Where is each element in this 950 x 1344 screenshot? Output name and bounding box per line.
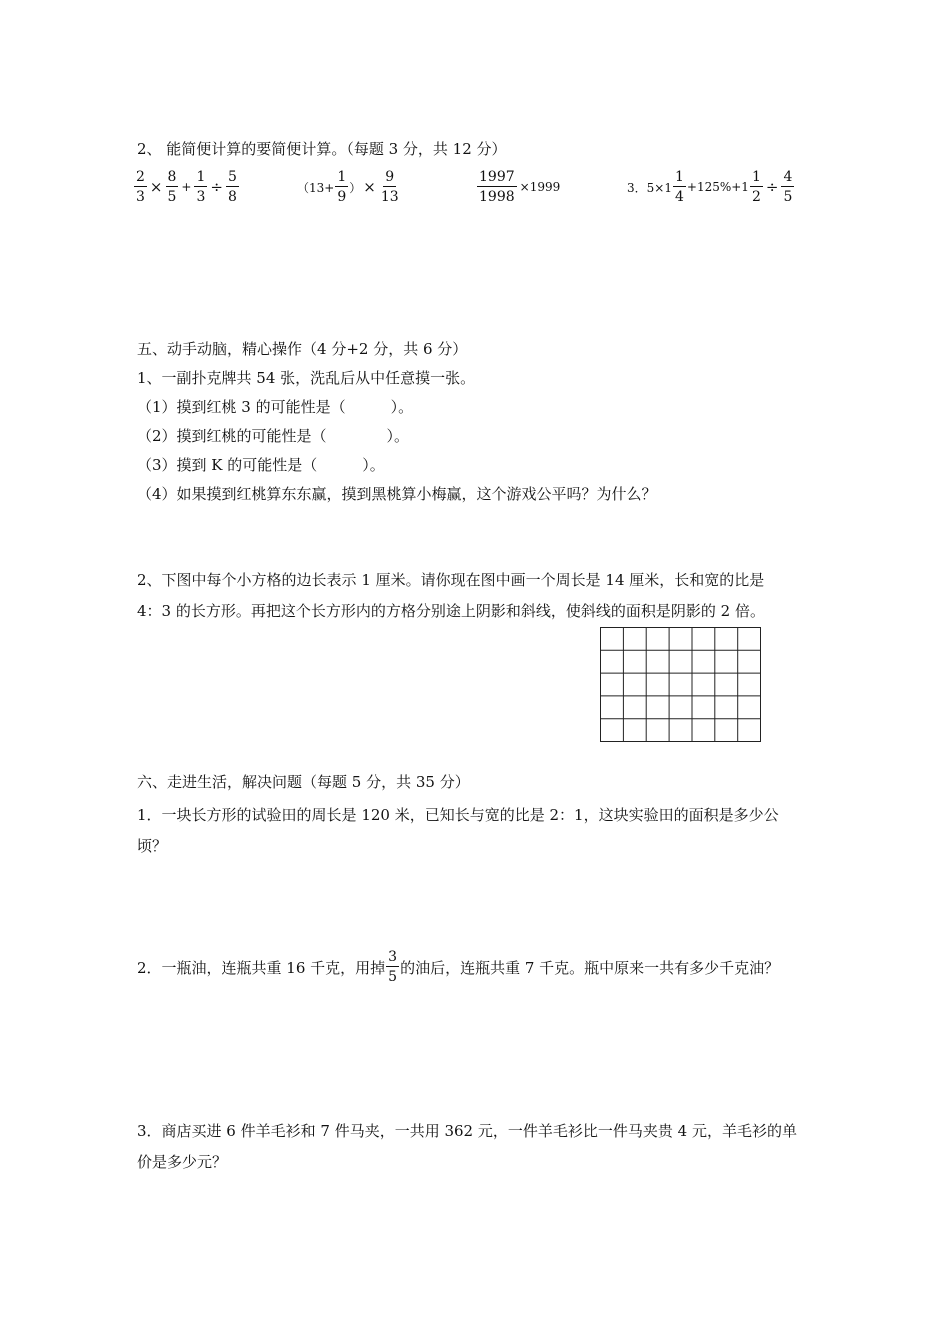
s6-question-2: 2．一瓶油，连瓶共重 16 千克，用掉 $\frac{3}{5}$ 的油后，连瓶共重 7 千克。瓶中原来一共有多少千克油？ xyxy=(137,949,780,985)
fraction: $\frac{8}{5}$ xyxy=(167,169,177,205)
s6-question-3-line-2: 价是多少元？ xyxy=(137,1153,228,1171)
fraction: $\frac{1}{2}$ xyxy=(751,169,761,205)
section-6-heading: 六、走进生活，解决问题（每题 5 分，共 35 分） xyxy=(137,773,470,791)
q2-heading: 2、 能简便计算的要简便计算。（每题 3 分，共 12 分） xyxy=(137,140,507,158)
s6-question-1-line-1: 1．一块长方形的试验田的周长是 120 米，已知长与宽的比是 2：1，这块实验田的面积是多少公 xyxy=(137,806,779,824)
divide-sign: ÷ xyxy=(210,178,223,196)
divide-sign: ÷ xyxy=(765,178,779,196)
fraction: $\frac{2}{3}$ xyxy=(136,169,145,205)
expression-1 xyxy=(133,170,240,204)
fraction: $\frac{3}{5}$ xyxy=(388,949,398,985)
s5-q1-part-1: （1）摸到红桃 3 的可能性是（ ）。 xyxy=(137,398,414,416)
times-sign: × xyxy=(149,178,163,196)
fraction: $\frac{5}{8}$ xyxy=(227,169,237,205)
section-5-heading: 五、动手动脑，精心操作（4 分+2 分，共 6 分） xyxy=(137,340,468,358)
s6-question-3-line-1: 3．商店买进 6 件羊毛衫和 7 件马夹，一共用 362 元，一件羊毛衫比一件马夹贵 4 元，羊毛衫的单 xyxy=(137,1122,797,1140)
s5-question-1: 1、一副扑克牌共 54 张，洗乱后从中任意摸一张。 xyxy=(137,369,476,387)
expression-4: 3．5×1 $\frac{1}{4}$ +125%+1 $\frac{1}{2}$ ÷ $\frac{4}{5}$ xyxy=(627,169,793,205)
s6-question-1-line-2: 顷？ xyxy=(137,837,168,855)
plus-sign: + xyxy=(181,180,192,194)
fraction: $\frac{1}{4}$ xyxy=(674,169,684,205)
s5-q1-part-4: （4）如果摸到红桃算东东赢，摸到黑桃算小梅赢，这个游戏公平吗？为什么？ xyxy=(137,485,657,503)
s5-q1-part-3: （3）摸到 K 的可能性是（ ）。 xyxy=(137,456,385,474)
fraction: $\frac{1}{3}$ xyxy=(196,169,206,205)
fraction: $\frac{1997}{1998}$ xyxy=(479,169,515,205)
expression-2: （13+ $\frac{1}{9}$ ） × $\frac{9}{13}$ xyxy=(297,169,399,205)
s5-q1-part-2: （2）摸到红桃的可能性是（ ）。 xyxy=(137,427,410,445)
square-grid xyxy=(600,627,762,743)
expression-3: $\frac{1997}{1998}$ ×1999 xyxy=(479,169,561,205)
fraction: $\frac{1}{9}$ xyxy=(337,169,347,205)
s5-question-2-line-1: 2、下图中每个小方格的边长表示 1 厘米。请你现在图中画一个周长是 14 厘米，长和宽的比是 xyxy=(137,571,765,589)
times-sign: × xyxy=(363,178,376,196)
fraction: $\frac{4}{5}$ xyxy=(783,169,793,205)
fraction: $\frac{9}{13}$ xyxy=(380,169,399,205)
s5-question-2-line-2: 4：3 的长方形。再把这个长方形内的方格分别途上阴影和斜线，使斜线的面积是阴影的 2 倍。 xyxy=(137,602,765,620)
